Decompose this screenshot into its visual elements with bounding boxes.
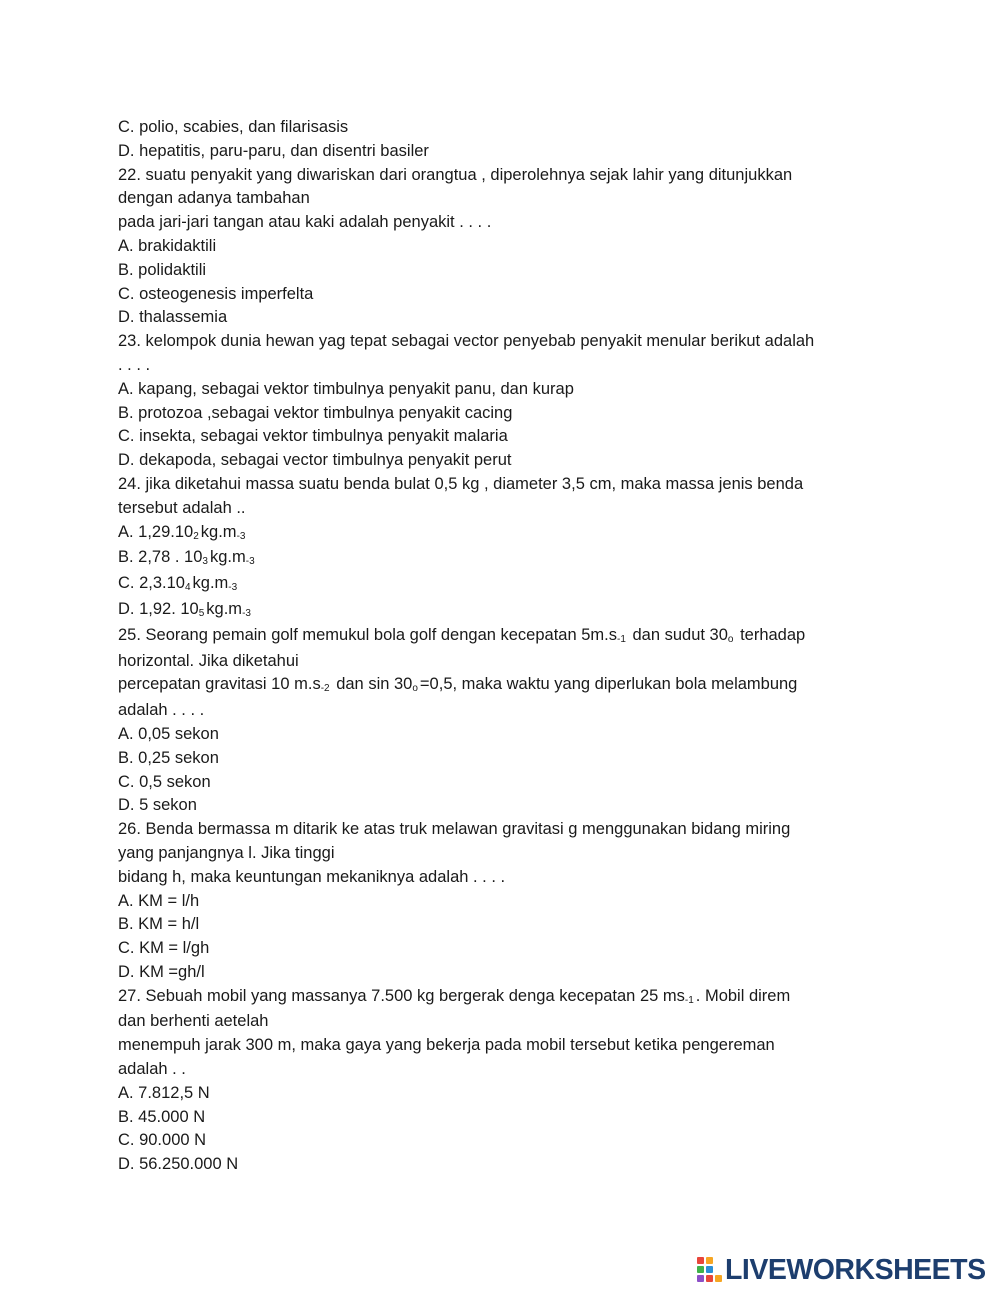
q23-option-d: D. dekapoda, sebagai vector timbulnya penyakit perut [118,451,512,470]
q22-option-d: D. thalassemia [118,308,228,327]
q25-option-b: B. 0,25 sekon [118,748,219,767]
q25-option-d: D. 5 sekon [118,796,197,815]
q27-text: adalah . . [118,1060,186,1079]
q24-option-d: D. 1,92. 105 kg.m-3 [118,599,251,619]
liveworksheets-brand[interactable] [697,1255,986,1285]
q27-option-a: A. 7.812,5 N [118,1083,210,1102]
q22-option-a: A. brakidaktili [118,236,217,255]
q27-option-c: C. 90.000 N [118,1131,207,1150]
q25-text: horizontal. Jika diketahui [118,651,299,670]
q26-option-c: C. KM = l/gh [118,939,210,958]
q24-text: tersebut adalah .. [118,498,246,517]
q22-option-b: B. polidaktili [118,260,207,279]
q25-text: 25. Seorang pemain golf memukul bola golf dengan kecepatan 5m.s-1 dan sudut 30o terhadap [118,625,806,645]
q21-option-c: C. polio, scabies, dan filarisasis [118,118,349,136]
q27-option-d: D. 56.250.000 N [118,1155,239,1174]
q22-text: pada jari-jari tangan atau kaki adalah penyakit . . . . [118,213,492,232]
q24-text: 24. jika diketahui massa suatu benda bulat 0,5 kg , diameter 3,5 cm, maka massa jenis benda [118,474,804,493]
q24-option-c: C. 2,3.104 kg.m-3 [118,574,238,594]
q25-text: adalah . . . . [118,701,205,720]
q27-text: 27. Sebuah mobil yang massanya 7.500 kg bergerak denga kecepatan 25 ms-1 . Mobil direm [118,986,791,1006]
q23-text: 23. kelompok dunia hewan yag tepat sebagai vector penyebab penyakit menular berikut adalah [118,332,815,351]
q23-option-b: B. protozoa ,sebagai vektor timbulnya penyakit cacing [118,403,513,422]
q26-text: 26. Benda bermassa m ditarik ke atas truk melawan gravitasi g menggunakan bidang miring [118,820,791,839]
liveworksheets-logo-icon [697,1257,723,1283]
q22-text: 22. suatu penyakit yang diwariskan dari orangtua , diperolehnya sejak lahir yang ditunjukkan [118,165,793,184]
q23-text: . . . . [118,355,151,374]
q23-option-a: A. kapang, sebagai vektor timbulnya penyakit panu, dan kurap [118,379,574,398]
q26-option-d: D. KM =gh/l [118,962,205,981]
q27-text: menempuh jarak 300 m, maka gaya yang bekerja pada mobil tersebut ketika pengereman [118,1036,775,1055]
q25-option-a: A. 0,05 sekon [118,724,219,743]
q24-option-a: A. 1,29.102 kg.m-3 [118,522,246,542]
worksheet-content [118,116,878,1177]
q26-option-b: B. KM = h/l [118,915,200,934]
q26-text: bidang h, maka keuntungan mekaniknya adalah . . . . [118,867,506,886]
q25-text: percepatan gravitasi 10 m.s-2 dan sin 30o =0,5, maka waktu yang diperlukan bola melambung [118,675,798,695]
q24-option-b: B. 2,78 . 103 kg.m-3 [118,548,255,568]
q25-option-c: C. 0,5 sekon [118,772,211,791]
q22-text: dengan adanya tambahan [118,189,310,208]
q27-option-b: B. 45.000 N [118,1107,206,1126]
brand-wordmark: LIVEWORKSHEETS [725,1253,986,1286]
q21-option-d: D. hepatitis, paru-paru, dan disentri basiler [118,141,429,160]
q26-option-a: A. KM = l/h [118,891,200,910]
q23-option-c: C. insekta, sebagai vektor timbulnya penyakit malaria [118,427,508,446]
q27-text: dan berhenti aetelah [118,1012,269,1031]
q26-text: yang panjangnya l. Jika tinggi [118,843,335,862]
q22-option-c: C. osteogenesis imperfelta [118,284,314,303]
